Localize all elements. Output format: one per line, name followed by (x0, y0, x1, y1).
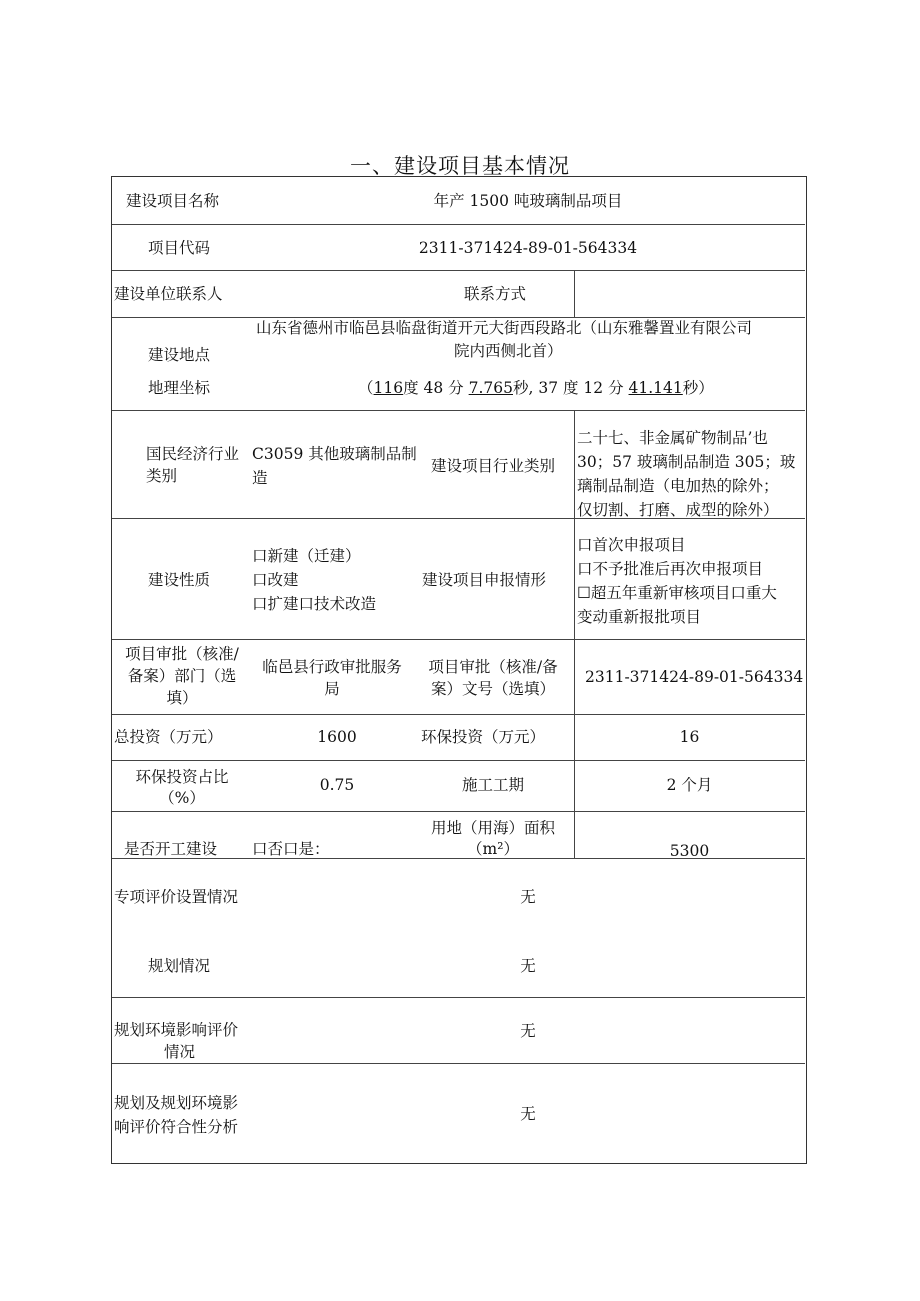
env-ratio-label-line2: （%） (159, 789, 205, 807)
contact-method-label: 联系方式 (464, 285, 527, 303)
construction-period-label: 施工工期 (461, 776, 524, 794)
row-divider (112, 410, 805, 411)
row-divider (112, 270, 805, 271)
started-value: 口否口是： (252, 840, 330, 858)
approval-dept-label-line: 项目审批（核准/ (125, 645, 239, 663)
location-value-line1: 山东省德州市临邑县临盘街道开元大街西段路北（山东雅馨置业有限公司 (256, 319, 753, 337)
env-ratio-label-line1: 环保投资占比 (135, 768, 229, 786)
location-value-line2: 院内西侧北首） (454, 342, 563, 360)
declaration-option: 口首次申报项目 (577, 536, 686, 554)
approval-number-label-line: 项目审批（核准/备 (428, 658, 558, 676)
env-investment-value: 16 (679, 728, 700, 746)
coordinates-label: 地理坐标 (148, 379, 211, 397)
longitude-degrees: 116 (373, 379, 404, 397)
land-area-value: 5300 (669, 842, 710, 860)
project-industry-line: 二十七、非金属矿物制品’也 (577, 429, 768, 447)
industry-label-line2: 类别 (146, 467, 178, 485)
plan-env-value: 无 (520, 1022, 536, 1040)
coord-close: 秒） (682, 379, 714, 397)
row-divider (112, 760, 805, 761)
approval-dept-value-line: 局 (324, 680, 340, 698)
conformity-label-line1: 规划及规划环境影 (114, 1094, 239, 1112)
construction-nature-option: 口改建 (252, 571, 299, 589)
project-industry-label: 建设项目行业类别 (431, 457, 556, 475)
project-info-table (111, 176, 807, 1164)
industry-value-line2: 造 (252, 469, 268, 487)
row-divider (112, 224, 805, 225)
declaration-label: 建设项目申报情形 (422, 571, 547, 589)
project-industry-line: 璃制品制造（电加热的除外； (577, 477, 779, 495)
project-industry-line: 30；57 玻璃制品制造 305；玻 (577, 453, 796, 471)
row-divider (112, 714, 805, 715)
declaration-option: ☐超五年重新审核项目口重大 (577, 584, 777, 602)
special-eval-value: 无 (520, 888, 536, 906)
total-investment-label: 总投资（万元） (114, 728, 223, 746)
industry-label-line1: 国民经济行业 (146, 445, 240, 463)
approval-dept-value-line: 临邑县行政审批服务 (262, 658, 402, 676)
project-code-label: 项目代码 (148, 239, 211, 257)
contact-person-label: 建设单位联系人 (114, 285, 223, 303)
plan-env-label-line1: 规划环境影响评价 (114, 1021, 239, 1039)
started-label: 是否开工建设 (124, 840, 218, 858)
page-title: 一、建设项目基本情况 (350, 154, 570, 178)
land-area-label-line2: （m²） (467, 840, 519, 858)
construction-nature-label: 建设性质 (148, 571, 211, 589)
longitude-seconds: 7.765 (468, 379, 513, 397)
project-code-value: 2311-371424-89-01-564334 (418, 239, 638, 257)
approval-dept-label-line: 备案）部门（选 (127, 667, 237, 685)
construction-nature-option: 口扩建口技术改造 (252, 595, 377, 613)
total-investment-value: 1600 (317, 728, 357, 746)
row-divider (112, 811, 805, 812)
env-ratio-value: 0.75 (319, 776, 355, 794)
project-name-label: 建设项目名称 (126, 192, 220, 210)
row-divider (112, 997, 805, 998)
row-divider (112, 1063, 805, 1064)
latitude-seconds: 41.141 (628, 379, 683, 397)
row-divider (112, 639, 805, 640)
longitude-minutes: 度 48 分 (403, 379, 464, 397)
location-label: 建设地点 (148, 346, 211, 364)
project-name-value: 年产 1500 吨玻璃制品项目 (433, 192, 623, 210)
special-eval-label: 专项评价设置情况 (114, 888, 239, 906)
conformity-label-line2: 响评价符合性分析 (114, 1118, 239, 1136)
plan-env-label-line2: 情况 (164, 1043, 196, 1061)
coord-open: （ (358, 379, 374, 397)
approval-dept-label-line: 填） (166, 689, 198, 707)
declaration-option: 口不予批准后再次申报项目 (577, 560, 764, 578)
declaration-option: 变动重新报批项目 (577, 608, 702, 626)
planning-value: 无 (520, 957, 536, 975)
conformity-value: 无 (520, 1105, 536, 1123)
industry-value-line1: C3059 其他玻璃制品制 (252, 445, 417, 463)
approval-number-value: 2311-371424-89-01-564334 (585, 668, 804, 686)
construction-nature-option: 口新建（迁建） (252, 547, 361, 565)
approval-number-label-line: 案）文号（选填） (430, 680, 555, 698)
coordinates-value (358, 377, 714, 399)
coord-middle: 秒, 37 度 12 分 (513, 379, 624, 397)
project-industry-line: 仅切割、打磨、成型的除外） (577, 501, 779, 519)
construction-period-value: 2 个月 (666, 776, 713, 794)
env-investment-label: 环保投资（万元） (421, 728, 546, 746)
col-divider (574, 270, 575, 317)
land-area-label-line1: 用地（用海）面积 (430, 819, 555, 837)
planning-label: 规划情况 (148, 957, 211, 975)
